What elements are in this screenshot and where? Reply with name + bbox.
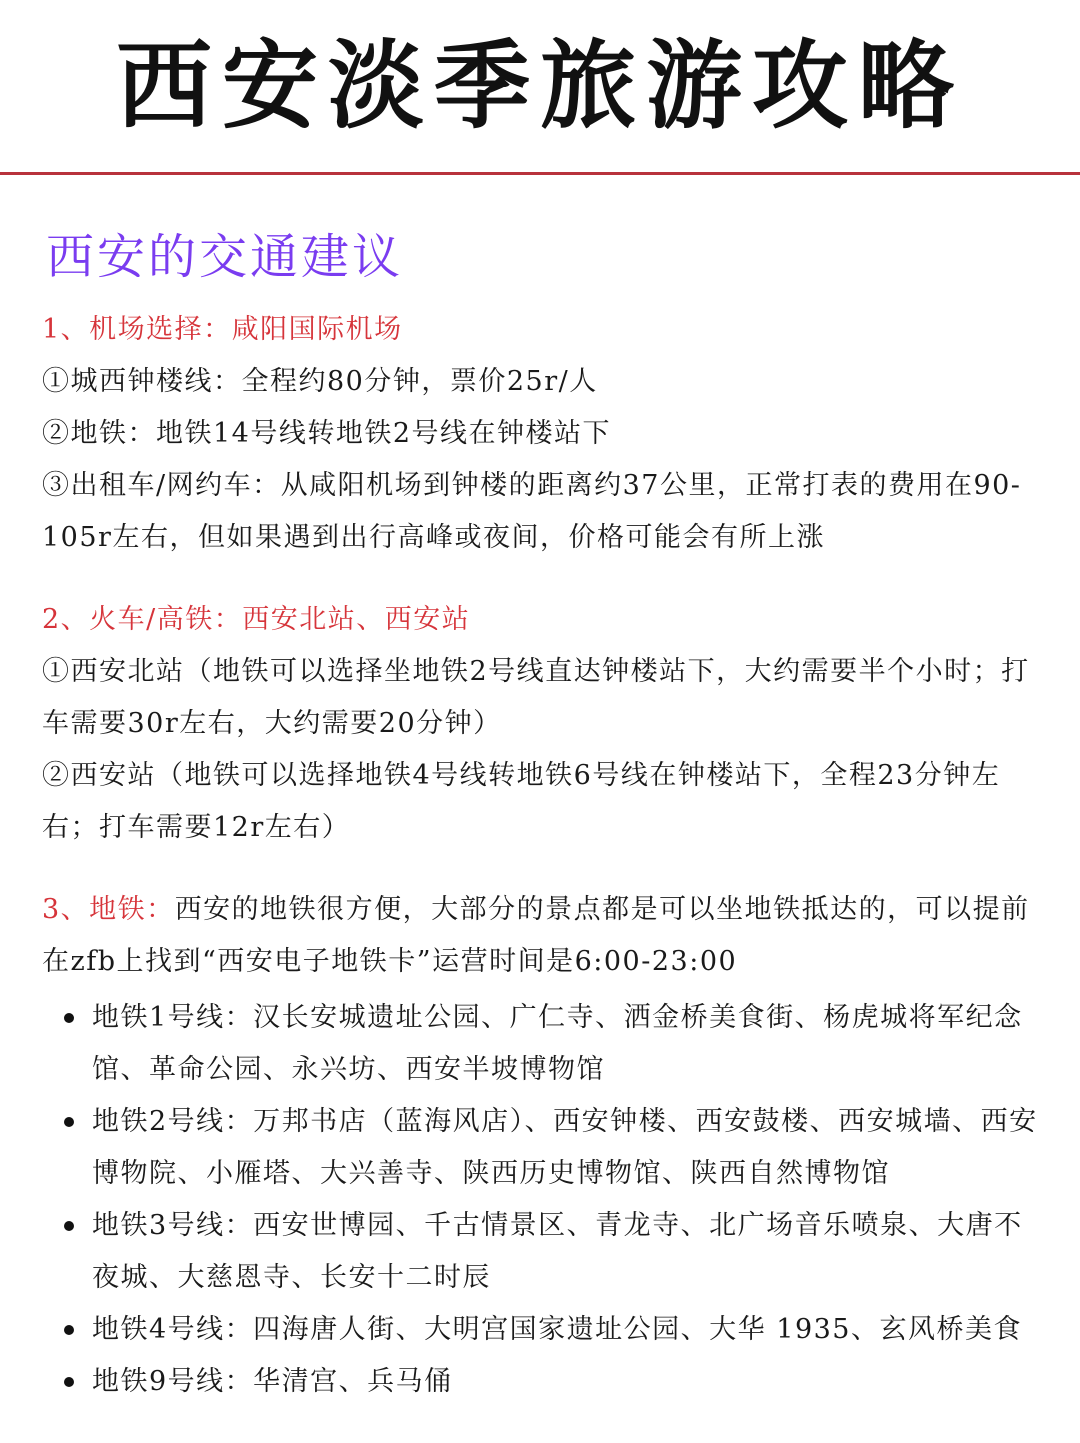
metro-line-text: 地铁4号线：四海唐人街、大明宫国家遗址公园、大华 1935、玄风桥美食 — [92, 1314, 1022, 1345]
metro-intro: 西安的地铁很方便，大部分的景点都是可以坐地铁抵达的，可以提前在zfb上找到“西安电子地铁卡”运营时间是6:00-23:00 — [42, 894, 1030, 977]
title-divider — [0, 172, 1080, 175]
bullet-icon — [64, 1117, 74, 1127]
airport-line: ③出租车/网约车：从咸阳机场到钟楼的距离约37公里，正常打表的费用在90-105r左右，但如果遇到出行高峰或夜间，价格可能会有所上涨 — [42, 470, 1022, 553]
train-block — [42, 594, 1042, 854]
metro-block — [42, 884, 1042, 1408]
metro-intro-paragraph — [42, 884, 1042, 988]
airport-block — [42, 304, 1042, 564]
page-title: 西安淡季旅游攻略 — [116, 29, 964, 142]
list-item — [42, 1356, 1042, 1408]
transport-section — [42, 222, 1042, 1438]
train-line: ①西安北站（地铁可以选择坐地铁2号线直达钟楼站下，大约需要半个小时；打车需要30r左右，大约需要20分钟） — [42, 656, 1030, 739]
list-item — [42, 1304, 1042, 1356]
metro-line-text: 地铁9号线：华清宫、兵马俑 — [92, 1366, 453, 1397]
bullet-icon — [64, 1221, 74, 1231]
bullet-icon — [64, 1377, 74, 1387]
bullet-icon — [64, 1013, 74, 1023]
train-heading: 2、火车/高铁：西安北站、西安站 — [42, 604, 471, 635]
page-header — [0, 0, 1080, 172]
airport-line: ①城西钟楼线：全程约80分钟，票价25r/人 — [42, 366, 598, 397]
metro-line-text: 地铁1号线：汉长安城遗址公园、广仁寺、洒金桥美食街、杨虎城将军纪念馆、革命公园、永兴坊、西安半坡博物馆 — [92, 1002, 1023, 1085]
bullet-icon — [64, 1325, 74, 1335]
metro-label: 3、地铁： — [42, 894, 175, 925]
airport-heading: 1、机场选择：咸阳国际机场 — [42, 314, 403, 345]
airport-line: ②地铁：地铁14号线转地铁2号线在钟楼站下 — [42, 418, 612, 449]
list-item — [42, 1200, 1042, 1304]
metro-line-list — [42, 992, 1042, 1408]
section-heading: 西安的交通建议 — [46, 229, 404, 285]
metro-line-text: 地铁3号线：西安世博园、千古情景区、青龙寺、北广场音乐喷泉、大唐不夜城、大慈恩寺、长安十二时辰 — [92, 1210, 1023, 1293]
train-line: ②西安站（地铁可以选择地铁4号线转地铁6号线在钟楼站下，全程23分钟左右；打车需要12r左右） — [42, 760, 1001, 843]
list-item — [42, 992, 1042, 1096]
list-item — [42, 1096, 1042, 1200]
metro-line-text: 地铁2号线：万邦书店（蓝海风店）、西安钟楼、西安鼓楼、西安城墙、西安博物院、小雁塔、大兴善寺、陕西历史博物馆、陕西自然博物馆 — [92, 1106, 1038, 1189]
